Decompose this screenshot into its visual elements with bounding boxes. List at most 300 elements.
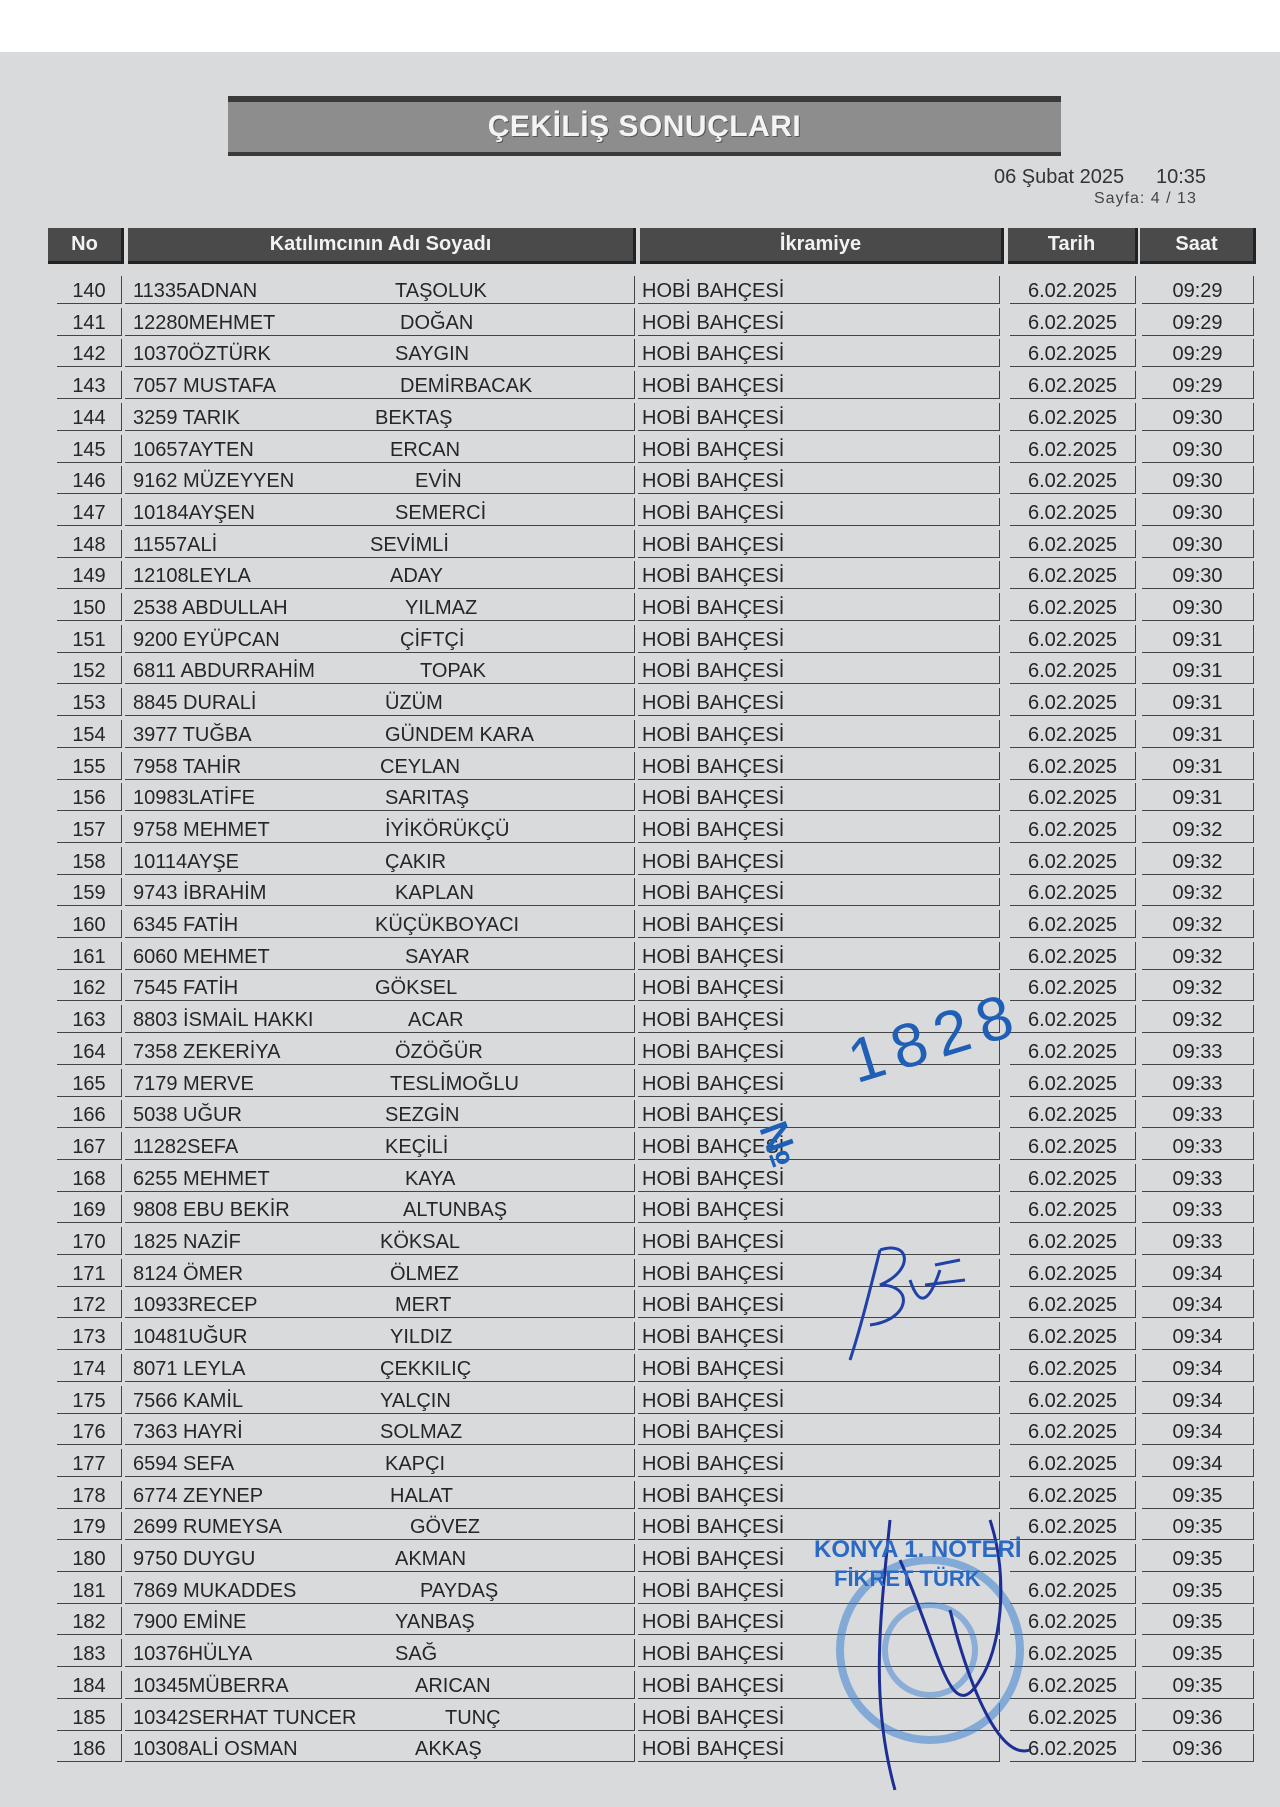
time-cell: 09:34	[1142, 1449, 1254, 1477]
stamp-number: 1828	[840, 978, 1031, 1097]
row-number: 145	[57, 435, 122, 463]
table-row	[0, 339, 1280, 371]
prize-cell: HOBİ BAHÇESİ	[638, 498, 1000, 526]
table-row	[0, 1734, 1280, 1766]
date-cell: 6.02.2025	[1010, 1227, 1136, 1255]
time-cell: 09:36	[1142, 1703, 1254, 1731]
date-cell: 6.02.2025	[1010, 435, 1136, 463]
row-number: 147	[57, 498, 122, 526]
participant-name: 10983LATİFE	[133, 787, 255, 810]
prize-cell: HOBİ BAHÇESİ	[638, 910, 1000, 938]
participant-name: 10370ÖZTÜRK	[133, 343, 271, 366]
table-row	[0, 1354, 1280, 1386]
prize-cell: HOBİ BAHÇESİ	[638, 339, 1000, 367]
time-cell: 09:33	[1142, 1132, 1254, 1160]
date-cell: 6.02.2025	[1010, 466, 1136, 494]
time-cell: 09:35	[1142, 1512, 1254, 1540]
table-row	[0, 1100, 1280, 1132]
row-number: 167	[57, 1132, 122, 1160]
prize-cell: HOBİ BAHÇESİ	[638, 942, 1000, 970]
participant-name: 7358 ZEKERİYA	[133, 1040, 281, 1063]
participant-name-cell	[125, 942, 635, 970]
participant-name: 6594 SEFA	[133, 1452, 235, 1475]
time-cell: 09:35	[1142, 1544, 1254, 1572]
row-number: 157	[57, 815, 122, 843]
participant-surname: SEVİMLİ	[370, 533, 449, 556]
participant-name-cell	[125, 371, 635, 399]
participant-name: 12108LEYLA	[133, 565, 251, 588]
participant-name-cell	[125, 1576, 635, 1604]
table-row	[0, 593, 1280, 625]
participant-surname: HALAT	[390, 1484, 453, 1507]
table-row	[0, 1576, 1280, 1608]
table-row	[0, 466, 1280, 498]
table-row	[0, 1132, 1280, 1164]
row-number: 161	[57, 942, 122, 970]
date-cell: 6.02.2025	[1010, 1703, 1136, 1731]
time-cell: 09:33	[1142, 1100, 1254, 1128]
row-number: 165	[57, 1069, 122, 1097]
prize-cell: HOBİ BAHÇESİ	[638, 625, 1000, 653]
table-row	[0, 783, 1280, 815]
participant-surname: EVİN	[415, 470, 462, 493]
table-row	[0, 910, 1280, 942]
participant-surname: AKMAN	[395, 1548, 467, 1570]
date-cell: 6.02.2025	[1010, 530, 1136, 558]
row-number: 178	[57, 1481, 122, 1509]
time-cell: 09:31	[1142, 720, 1254, 748]
participant-surname: SOLMAZ	[380, 1421, 463, 1444]
participant-name: 11557ALİ	[133, 533, 218, 556]
header-prize: İkramiye	[640, 228, 1004, 264]
participant-surname: KAPLAN	[395, 882, 474, 905]
participant-surname: YALÇIN	[380, 1389, 451, 1412]
notary-line-2: FİKRET TÜRK	[834, 1566, 981, 1591]
date-cell: 6.02.2025	[1010, 561, 1136, 589]
row-number: 185	[57, 1703, 122, 1731]
time-cell: 09:31	[1142, 752, 1254, 780]
prize-cell: HOBİ BAHÇESİ	[638, 466, 1000, 494]
time-cell: 09:29	[1142, 371, 1254, 399]
prize-cell: HOBİ BAHÇESİ	[638, 1576, 1000, 1604]
time-cell: 09:32	[1142, 973, 1254, 1001]
row-number: 141	[57, 308, 122, 336]
time-cell: 09:30	[1142, 435, 1254, 463]
prize-cell: HOBİ BAHÇESİ	[638, 1544, 1000, 1572]
table-row	[0, 625, 1280, 657]
participant-name: 9808 EBU BEKİR	[133, 1199, 290, 1222]
row-number: 163	[57, 1005, 122, 1033]
time-cell: 09:35	[1142, 1639, 1254, 1667]
table-row	[0, 847, 1280, 879]
date-cell: 6.02.2025	[1010, 1576, 1136, 1604]
date-cell: 6.02.2025	[1010, 498, 1136, 526]
prize-cell: HOBİ BAHÇESİ	[638, 1417, 1000, 1445]
participant-name: 10184AYŞEN	[133, 501, 255, 524]
date-cell: 6.02.2025	[1010, 371, 1136, 399]
participant-name: 11282SEFA	[133, 1135, 239, 1158]
row-number: 144	[57, 403, 122, 431]
prize-cell: HOBİ BAHÇESİ	[638, 1100, 1000, 1128]
prize-cell: HOBİ BAHÇESİ	[638, 1132, 1000, 1160]
participant-name-cell	[125, 1354, 635, 1382]
row-number: 155	[57, 752, 122, 780]
prize-cell: HOBİ BAHÇESİ	[638, 1449, 1000, 1477]
date-cell: 6.02.2025	[1010, 1671, 1136, 1699]
row-number: 150	[57, 593, 122, 621]
table-row	[0, 1259, 1280, 1291]
participant-surname: TOPAK	[420, 660, 486, 683]
time-cell: 09:33	[1142, 1227, 1254, 1255]
participant-surname: BEKTAŞ	[375, 406, 453, 429]
row-number: 162	[57, 973, 122, 1001]
prize-cell: HOBİ BAHÇESİ	[638, 973, 1000, 1001]
prize-cell: HOBİ BAHÇESİ	[638, 847, 1000, 875]
time-cell: 09:31	[1142, 656, 1254, 684]
date-cell: 6.02.2025	[1010, 276, 1136, 304]
row-number: 174	[57, 1354, 122, 1382]
participant-surname: DOĞAN	[400, 311, 474, 334]
table-row	[0, 308, 1280, 340]
participant-name-cell	[125, 1259, 635, 1287]
print-time: 10:35	[1156, 166, 1207, 188]
participant-name-cell	[125, 1703, 635, 1731]
header-time: Saat	[1140, 228, 1256, 264]
time-cell: 09:32	[1142, 910, 1254, 938]
participant-name-cell	[125, 1322, 635, 1350]
participant-name: 10657AYTEN	[133, 438, 254, 461]
participant-surname: ACAR	[408, 1009, 464, 1032]
participant-name: 10345MÜBERRA	[133, 1674, 289, 1697]
time-cell: 09:32	[1142, 942, 1254, 970]
header-date: Tarih	[1008, 228, 1138, 264]
time-cell: 09:30	[1142, 530, 1254, 558]
time-cell: 09:29	[1142, 276, 1254, 304]
row-number: 151	[57, 625, 122, 653]
participant-surname: ÖLMEZ	[390, 1262, 459, 1285]
date-cell: 6.02.2025	[1010, 910, 1136, 938]
date-cell: 6.02.2025	[1010, 1734, 1136, 1762]
time-cell: 09:32	[1142, 815, 1254, 843]
participant-surname: KEÇİLİ	[385, 1135, 449, 1158]
participant-name: 8803 İSMAİL HAKKI	[133, 1009, 314, 1032]
participant-name: 7566 KAMİL	[133, 1389, 244, 1412]
prize-cell: HOBİ BAHÇESİ	[638, 561, 1000, 589]
prize-cell: HOBİ BAHÇESİ	[638, 1227, 1000, 1255]
participant-surname: ÇEKKILIÇ	[380, 1357, 472, 1380]
date-cell: 6.02.2025	[1010, 1005, 1136, 1033]
participant-surname: DEMİRBACAK	[400, 375, 533, 398]
participant-name-cell	[125, 1227, 635, 1255]
participant-name: 8124 ÖMER	[133, 1262, 244, 1285]
prize-cell: HOBİ BAHÇESİ	[638, 783, 1000, 811]
date-cell: 6.02.2025	[1010, 1259, 1136, 1287]
participant-surname: GÜNDEM KARA	[385, 723, 534, 746]
prize-cell: HOBİ BAHÇESİ	[638, 1069, 1000, 1097]
row-number: 153	[57, 688, 122, 716]
date-cell: 6.02.2025	[1010, 942, 1136, 970]
participant-name-cell	[125, 466, 635, 494]
table-row	[0, 1671, 1280, 1703]
prize-cell: HOBİ BAHÇESİ	[638, 530, 1000, 558]
row-number: 149	[57, 561, 122, 589]
participant-name-cell	[125, 1639, 635, 1667]
participant-name: 7363 HAYRİ	[133, 1421, 243, 1444]
participant-surname: ÇAKIR	[385, 850, 447, 873]
participant-surname: KAYA	[405, 1167, 456, 1190]
time-cell: 09:35	[1142, 1481, 1254, 1509]
participant-surname: CEYLAN	[380, 755, 461, 778]
date-cell: 6.02.2025	[1010, 1037, 1136, 1065]
prize-cell: HOBİ BAHÇESİ	[638, 1386, 1000, 1414]
date-cell: 6.02.2025	[1010, 878, 1136, 906]
participant-name: 10376HÜLYA	[133, 1643, 253, 1666]
participant-name: 9162 MÜZEYYEN	[133, 470, 295, 493]
row-number: 175	[57, 1386, 122, 1414]
participant-name: 7869 MUKADDES	[133, 1579, 297, 1602]
row-number: 148	[57, 530, 122, 558]
date-cell: 6.02.2025	[1010, 625, 1136, 653]
participant-surname: GÖKSEL	[375, 977, 458, 1000]
prize-cell: HOBİ BAHÇESİ	[638, 688, 1000, 716]
participant-surname: MERT	[395, 1294, 452, 1317]
date-cell: 6.02.2025	[1010, 1100, 1136, 1128]
prize-cell: HOBİ BAHÇESİ	[638, 371, 1000, 399]
participant-name-cell	[125, 1100, 635, 1128]
prize-cell: HOBİ BAHÇESİ	[638, 1290, 1000, 1318]
table-row	[0, 1449, 1280, 1481]
participant-surname: SARITAŞ	[385, 787, 470, 810]
participant-name: 11335ADNAN	[133, 280, 258, 302]
date-cell: 6.02.2025	[1010, 688, 1136, 716]
table-row	[0, 561, 1280, 593]
header-name: Katılımcının Adı Soyadı	[128, 228, 636, 264]
participant-name: 9743 İBRAHİM	[133, 882, 267, 905]
time-cell: 09:34	[1142, 1290, 1254, 1318]
participant-name-cell	[125, 815, 635, 843]
date-cell: 6.02.2025	[1010, 308, 1136, 336]
prize-cell: HOBİ BAHÇESİ	[638, 1734, 1000, 1762]
prize-cell: HOBİ BAHÇESİ	[638, 1164, 1000, 1192]
time-cell: 09:35	[1142, 1607, 1254, 1635]
participant-surname: YILMAZ	[405, 597, 478, 619]
row-number: 154	[57, 720, 122, 748]
table-row	[0, 1005, 1280, 1037]
participant-name-cell	[125, 1386, 635, 1414]
participant-name-cell	[125, 973, 635, 1001]
table-row	[0, 1481, 1280, 1513]
prize-cell: HOBİ BAHÇESİ	[638, 1703, 1000, 1731]
prize-cell: HOBİ BAHÇESİ	[638, 308, 1000, 336]
print-date: 06 Şubat 2025	[994, 166, 1125, 188]
participant-name: 8071 LEYLA	[133, 1357, 246, 1380]
row-number: 179	[57, 1512, 122, 1540]
date-cell: 6.02.2025	[1010, 593, 1136, 621]
time-cell: 09:35	[1142, 1671, 1254, 1699]
participant-name: 1825 NAZİF	[133, 1231, 241, 1253]
table-row	[0, 1227, 1280, 1259]
time-cell: 09:30	[1142, 466, 1254, 494]
time-cell: 09:31	[1142, 688, 1254, 716]
participant-name-cell	[125, 1417, 635, 1445]
time-cell: 09:33	[1142, 1037, 1254, 1065]
participant-surname: TUNÇ	[445, 1706, 501, 1729]
participant-name: 10308ALİ OSMAN	[133, 1738, 298, 1761]
time-cell: 09:34	[1142, 1259, 1254, 1287]
participant-surname: ÇİFTÇİ	[400, 628, 465, 651]
row-number: 152	[57, 656, 122, 684]
participant-name: 7545 FATİH	[133, 977, 239, 1000]
date-cell: 6.02.2025	[1010, 1417, 1136, 1445]
time-cell: 09:34	[1142, 1322, 1254, 1350]
time-cell: 09:34	[1142, 1354, 1254, 1382]
participant-name-cell	[125, 530, 635, 558]
participant-name-cell	[125, 1512, 635, 1540]
table-row	[0, 371, 1280, 403]
prize-cell: HOBİ BAHÇESİ	[638, 1005, 1000, 1033]
date-cell: 6.02.2025	[1010, 1544, 1136, 1572]
participant-surname: ADAY	[390, 565, 443, 588]
date-cell: 6.02.2025	[1010, 1607, 1136, 1635]
table-row	[0, 1195, 1280, 1227]
table-row	[0, 1417, 1280, 1449]
prize-cell: HOBİ BAHÇESİ	[638, 1195, 1000, 1223]
notary-line-1: KONYA 1. NOTERİ	[814, 1536, 1022, 1563]
time-cell: 09:33	[1142, 1069, 1254, 1097]
participant-name-cell	[125, 720, 635, 748]
participant-name-cell	[125, 878, 635, 906]
prize-cell: HOBİ BAHÇESİ	[638, 752, 1000, 780]
participant-name: 7958 TAHİR	[133, 755, 242, 778]
prize-cell: HOBİ BAHÇESİ	[638, 1322, 1000, 1350]
prize-cell: HOBİ BAHÇESİ	[638, 403, 1000, 431]
time-cell: 09:32	[1142, 878, 1254, 906]
page-info: Sayfa: 4 / 13	[1094, 190, 1197, 207]
table-row	[0, 720, 1280, 752]
table-row	[0, 435, 1280, 467]
table-row	[0, 1164, 1280, 1196]
participant-surname: KÜÇÜKBOYACI	[375, 914, 520, 936]
time-cell: 09:29	[1142, 339, 1254, 367]
row-number: 184	[57, 1671, 122, 1699]
participant-surname: YILDIZ	[390, 1326, 453, 1349]
date-cell: 6.02.2025	[1010, 720, 1136, 748]
participant-surname: TESLİMOĞLU	[390, 1072, 519, 1095]
table-row	[0, 656, 1280, 688]
participant-name-cell	[125, 1132, 635, 1160]
prize-cell: HOBİ BAHÇESİ	[638, 1481, 1000, 1509]
row-number: 160	[57, 910, 122, 938]
participant-name: 6345 FATİH	[133, 914, 239, 936]
signature-mark	[840, 1240, 970, 1370]
date-cell: 6.02.2025	[1010, 752, 1136, 780]
participant-name: 10114AYŞE	[133, 850, 240, 873]
participant-name-cell	[125, 1544, 635, 1572]
table-row	[0, 1639, 1280, 1671]
row-number: 156	[57, 783, 122, 811]
time-cell: 09:34	[1142, 1386, 1254, 1414]
time-cell: 09:36	[1142, 1734, 1254, 1762]
date-cell: 6.02.2025	[1010, 1132, 1136, 1160]
participant-name: 2538 ABDULLAH	[133, 597, 288, 619]
row-number: 166	[57, 1100, 122, 1128]
date-cell: 6.02.2025	[1010, 403, 1136, 431]
row-number: 181	[57, 1576, 122, 1604]
participant-name: 2699 RUMEYSA	[133, 1516, 282, 1539]
row-number: 180	[57, 1544, 122, 1572]
participant-name-cell	[125, 1164, 635, 1192]
table-row	[0, 688, 1280, 720]
time-cell: 09:30	[1142, 403, 1254, 431]
table-row	[0, 1290, 1280, 1322]
table-row	[0, 973, 1280, 1005]
prize-cell: HOBİ BAHÇESİ	[638, 1512, 1000, 1540]
time-cell: 09:33	[1142, 1195, 1254, 1223]
participant-name-cell	[125, 1607, 635, 1635]
time-cell: 09:35	[1142, 1576, 1254, 1604]
row-number: 158	[57, 847, 122, 875]
participant-surname: SEZGİN	[385, 1104, 460, 1127]
participant-name-cell	[125, 910, 635, 938]
prize-cell: HOBİ BAHÇESİ	[638, 1354, 1000, 1382]
row-number: 146	[57, 466, 122, 494]
participant-name-cell	[125, 1037, 635, 1065]
participant-surname: SEMERCİ	[395, 501, 487, 524]
date-cell: 6.02.2025	[1010, 783, 1136, 811]
participant-name-cell	[125, 561, 635, 589]
row-number: 177	[57, 1449, 122, 1477]
participant-surname: ERCAN	[390, 438, 461, 461]
date-cell: 6.02.2025	[1010, 1069, 1136, 1097]
date-cell: 6.02.2025	[1010, 1449, 1136, 1477]
date-cell: 6.02.2025	[1010, 1322, 1136, 1350]
participant-name: 3977 TUĞBA	[133, 723, 252, 746]
row-number: 164	[57, 1037, 122, 1065]
participant-name-cell	[125, 1290, 635, 1318]
participant-name: 9750 DUYGU	[133, 1548, 256, 1570]
date-cell: 6.02.2025	[1010, 1290, 1136, 1318]
participant-surname: ÜZÜM	[385, 692, 443, 715]
participant-name-cell	[125, 656, 635, 684]
table-row	[0, 1512, 1280, 1544]
date-cell: 6.02.2025	[1010, 1164, 1136, 1192]
time-cell: 09:30	[1142, 561, 1254, 589]
date-cell: 6.02.2025	[1010, 656, 1136, 684]
header-no: No	[48, 228, 124, 264]
row-number: 143	[57, 371, 122, 399]
prize-cell: HOBİ BAHÇESİ	[638, 435, 1000, 463]
table-row	[0, 815, 1280, 847]
participant-name-cell	[125, 339, 635, 367]
time-cell: 09:30	[1142, 593, 1254, 621]
participant-surname: TAŞOLUK	[395, 280, 487, 302]
participant-surname: GÖVEZ	[410, 1516, 481, 1539]
participant-name-cell	[125, 276, 635, 304]
participant-name: 10481UĞUR	[133, 1326, 248, 1349]
row-number: 176	[57, 1417, 122, 1445]
table-row	[0, 1386, 1280, 1418]
participant-surname: SAYAR	[405, 945, 470, 968]
participant-name: 6060 MEHMET	[133, 945, 270, 968]
prize-cell: HOBİ BAHÇESİ	[638, 1639, 1000, 1667]
row-number: 169	[57, 1195, 122, 1223]
time-cell: 09:34	[1142, 1417, 1254, 1445]
participant-name-cell	[125, 1069, 635, 1097]
participant-name-cell	[125, 625, 635, 653]
prize-cell: HOBİ BAHÇESİ	[638, 276, 1000, 304]
time-cell: 09:32	[1142, 847, 1254, 875]
participant-name-cell	[125, 1671, 635, 1699]
